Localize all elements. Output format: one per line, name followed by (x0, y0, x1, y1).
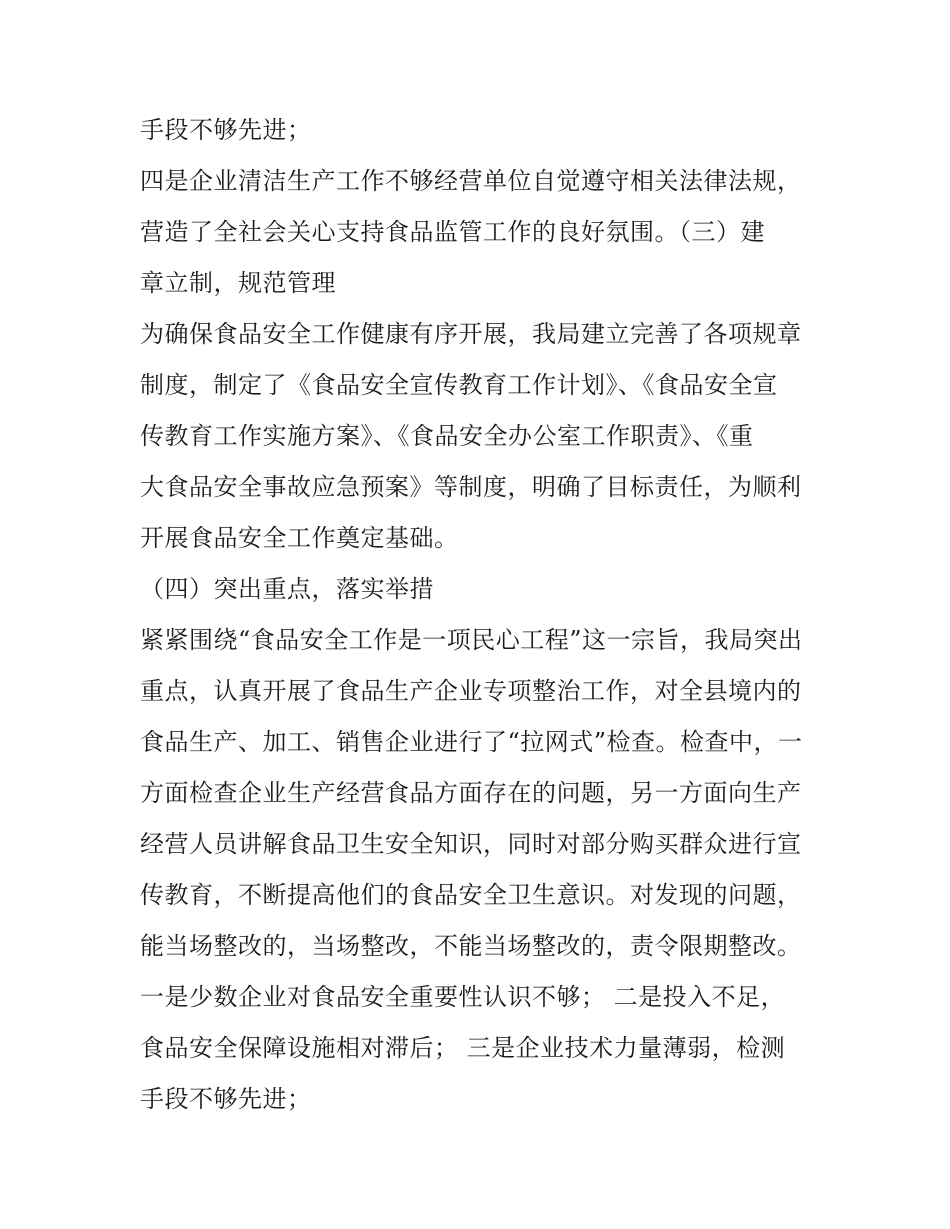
body-text (140, 108, 820, 1128)
text-line: 能当场整改的，当场整改，不能当场整改的，责令限期整改。 (140, 932, 802, 960)
section-heading: （四）突出重点，落实举措 (140, 575, 434, 603)
text-line: 重点，认真开展了食品生产企业专项整治工作，对全县境内的 (140, 677, 802, 705)
text-line: 传教育，不断提高他们的食品安全卫生意识。对发现的问题， (140, 881, 802, 909)
text-line: 为确保食品安全工作健康有序开展，我局建立完善了各项规章 (140, 320, 802, 348)
text-line: 手段不够先进； (140, 116, 312, 144)
text-line: 食品安全保障设施相对滞后； 三是企业技术力量薄弱，检测 (140, 1034, 786, 1062)
text-line: 一是少数企业对食品安全重要性认识不够； 二是投入不足， (140, 983, 786, 1011)
text-line: 四是企业清洁生产工作不够经营单位自觉遵守相关法律法规， (140, 167, 802, 195)
text-line: 开展食品安全工作奠定基础。 (140, 524, 459, 552)
text-line: 营造了全社会关心支持食品监管工作的良好氛围。（三）建 (140, 218, 765, 246)
text-line: 食品生产、加工、销售企业进行了“拉网式”检查。检查中，一 (140, 728, 803, 756)
text-line: 手段不够先进； (140, 1085, 312, 1113)
section-heading-line: 章立制，规范管理 (140, 269, 336, 297)
text-line: 制度，制定了《食品安全宣传教育工作计划》、《食品安全宣 (140, 371, 778, 399)
text-line: 传教育工作实施方案》、《食品安全办公室工作职责》、《重 (140, 422, 754, 450)
text-line: 紧紧围绕“食品安全工作是一项民心工程”这一宗旨，我局突出 (140, 626, 803, 654)
text-line: 大食品安全事故应急预案》等制度，明确了目标责任，为顺利 (140, 473, 802, 501)
text-line: 方面检查企业生产经营食品方面存在的问题，另一方面向生产 (140, 779, 802, 807)
text-line: 经营人员讲解食品卫生安全知识，同时对部分购买群众进行宣 (140, 830, 802, 858)
